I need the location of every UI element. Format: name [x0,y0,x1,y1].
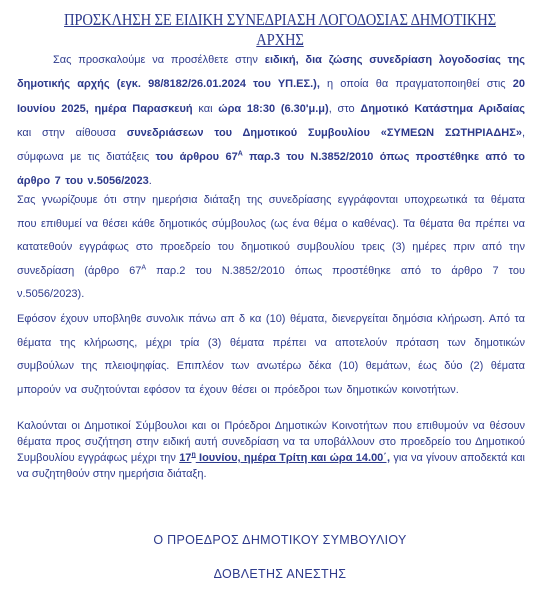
deadline-day: 17 [179,452,192,464]
text-segment: παρ.2 του Ν.3852/2010 όπως προστέθηκε από το άρθρο 7 του ν.5056/2023). [17,264,525,300]
meeting-hall: συνεδριάσεων του Δημοτικού Συμβουλίου «ΣΥΜΕΩΝ ΣΩΤΗΡΙΑΔΗΣ» [126,126,522,139]
signature-role: Ο ΠΡΟΕΔΡΟΣ ΔΗΜΟΤΙΚΟΥ ΣΥΜΒΟΥΛΙΟΥ [153,533,407,547]
text-segment: , σύμφωνα με τις διατάξεις [17,126,526,164]
bold-segment: ειδική, δια ζώσης συνεδρίαση λογοδοσίας της δημοτικής αρχής [17,54,525,91]
text-segment: και στην αίθουσα [17,126,127,139]
superscript: Α [141,263,147,271]
text-segment [110,78,117,90]
bold-segment: (εγκ. 98/8182/26.01.2024 του ΥΠ.ΕΣ.), [116,78,320,91]
law-text: παρ.3 του Ν.3852/2010 όπως προστέθηκε από το άρθρο 7 του ν.5056/2023 [17,151,525,188]
superscript: η [191,451,196,459]
meeting-place: Δημοτικό Κατάστημα Αριδαίας [360,102,526,115]
paragraph-invitation [17,48,525,194]
meeting-date: 20 Ιουνίου 2025, ημέρα Παρασκευή [17,78,526,115]
document-title: ΠΡΟΣΚΛΗΣΗ ΣΕ ΕΙΔΙΚΗ ΣΥΝΕΔΡΙΑΣΗ ΛΟΓΟΔΟΣΙΑΣ ΔΗΜΟΤΙΚΗΣ ΑΡΧΗΣ [64,10,496,49]
text-segment: για να γίνουν αποδεκτά και να συζητηθούν στην ημερήσια διάταξη. [17,452,526,480]
paragraph-agenda-rules [17,189,525,307]
text-segment: , στο [328,102,361,115]
text-segment: και [192,102,219,115]
deadline-date: Ιουνίου, ημέρα Τρίτη και ώρα 14.00΄, [195,452,391,464]
text-segment: Σας προσκαλούμε να προσέλθετε στην [53,54,265,66]
text-segment: Καλούνται οι Δημοτικοί Σύμβουλοι και οι Πρόεδροι Δημοτικών Κοινοτήτων που επιθυμούν να θέσουν θέματα προς συζήτηση στην ειδική αυτή συνεδρίαση να τα υποβάλλουν στο προεδρείο του Δημοτικού Συμβουλίου εγγράφως μέχρι την [17,420,525,464]
meeting-time: ώρα 18:30 (6.30'μ.μ) [218,102,329,115]
paragraph-call-to-councillors [17,418,525,482]
signature-name: ΔΟΒΛΕΤΗΣ ΑΝΕΣΤΗΣ [213,567,347,581]
law-article: του άρθρου 67 [155,151,238,164]
text-segment: . [148,175,152,188]
text-segment: η οποία θα πραγματοποιηθεί στις [319,78,513,91]
text-segment: Σας γνωρίζουμε ότι στην ημερήσια διάταξη της συνεδρίασης εγγράφονται υποχρεωτικά τα θέματα που επιθυμεί να θέσει κάθε δημοτικός σύμβουλος (ως ένα θέμα ο καθένας). Τα θέματα θα πρέπει να κατατεθούν εγγράφως στο προεδρείο του δημοτικού συμβουλίου τρεις (3) ημέρες πριν από την συνεδρίαση (άρθρο 67 [17,194,525,277]
superscript: Α [237,150,243,158]
paragraph-lottery: Εφόσον έχουν υποβληθε συνολικ πάνω απ δ κα (10) θέματα, διενεργείται δημόσια κλήρωση. Από τα θέματα της κλήρωσης, μέχρι τρία (3) θέματα πρέπει να αποτελούν πρόταση των δημοτικών συμβούλων της πλειοψηφίας. Επιπλέον των ανωτέρω δέκα (10) θεμάτων, έως δύο (2) θέματα μπορούν να συζητούνται εφόσον τα έχουν θέσει οι πρόεδροι των δημοτικών κοινοτήτων. [17,313,525,396]
